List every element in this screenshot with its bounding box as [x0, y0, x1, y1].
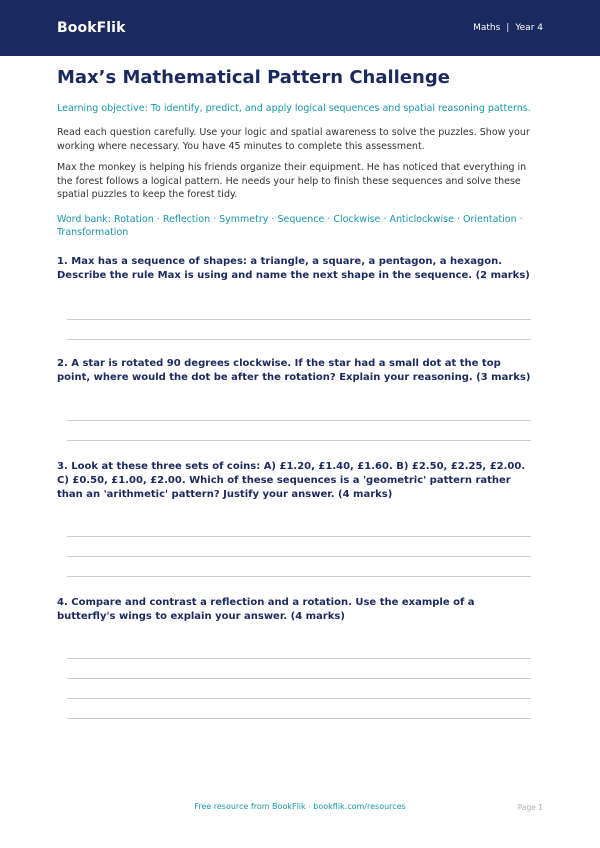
- learning-objective: Learning objective: To identify, predict, and apply logical sequences and spatial reasoning patterns.: [57, 103, 531, 114]
- answer-line[interactable]: [67, 678, 531, 679]
- question-text: 1. Max has a sequence of shapes: a triangle, a square, a pentagon, a hexagon. Describe the rule Max is using and name the next shape in the sequence. (2 marks): [57, 256, 530, 281]
- page-title: Max’s Mathematical Pattern Challenge: [57, 67, 450, 88]
- story-text: Max the monkey is helping his friends organize their equipment. He has noticed that everything in the forest follows a logical pattern. He needs your help to finish these sequences and solve these spatial puzzles to keep the forest tidy.: [57, 162, 527, 200]
- answer-line[interactable]: [67, 698, 531, 699]
- brand-logo: BookFlik: [57, 20, 126, 36]
- instructions: Read each question carefully. Use your logic and spatial awareness to solve the puzzles. Show your working where necessary. You have 45 minutes to complete this assessment.: [57, 127, 530, 152]
- answer-line[interactable]: [67, 576, 531, 577]
- question-text: 4. Compare and contrast a reflection and a rotation. Use the example of a butterfly's wings to explain your answer. (4 marks): [57, 597, 475, 622]
- page-header: [0, 0, 600, 56]
- answer-line[interactable]: [67, 319, 531, 320]
- question-text: 3. Look at these three sets of coins: A) £1.20, £1.40, £1.60. B) £2.50, £2.25, £2.00. C) £0.50, £1.00, £2.00. Which of these sequences is a 'geometric' pattern rather than an 'arithmetic' pattern? Justify your answer. (4 marks): [57, 461, 526, 500]
- page-footer: [0, 802, 600, 816]
- question-2: [57, 357, 535, 385]
- intro-section: [57, 62, 543, 240]
- question-text: 2. A star is rotated 90 degrees clockwise. If the star had a small dot at the top point, where would the dot be after the rotation? Explain your reasoning. (3 marks): [57, 358, 531, 383]
- question-3: [57, 460, 535, 502]
- word-bank: Word bank: Rotation · Reflection · Symmetry · Sequence · Clockwise · Anticlockwise · Orientation · Transformation: [57, 213, 523, 238]
- answer-line[interactable]: [67, 556, 531, 557]
- answer-line[interactable]: [67, 420, 531, 421]
- year-label: Year 4: [515, 23, 543, 33]
- header-meta: [473, 23, 543, 33]
- subject-label: Maths: [473, 23, 501, 33]
- footer-link[interactable]: Free resource from BookFlik · bookflik.com/resources: [194, 802, 406, 811]
- answer-line[interactable]: [67, 440, 531, 441]
- page-number: Page 1: [517, 803, 543, 812]
- answer-line[interactable]: [67, 658, 531, 659]
- question-1: [57, 255, 535, 283]
- answer-line[interactable]: [67, 718, 531, 719]
- question-4: [57, 596, 535, 624]
- answer-line[interactable]: [67, 339, 531, 340]
- header-separator: |: [506, 23, 510, 33]
- answer-line[interactable]: [67, 536, 531, 537]
